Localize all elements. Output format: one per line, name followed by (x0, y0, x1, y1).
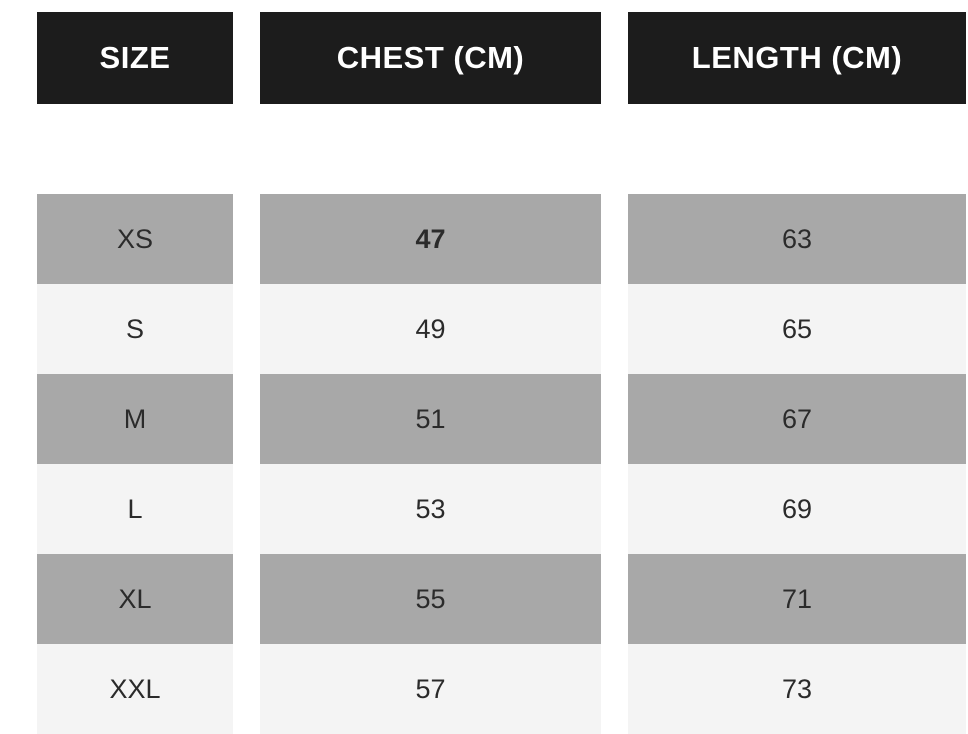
header-row (37, 12, 966, 104)
header-body-spacer (37, 104, 966, 194)
cell-length: 73 (628, 644, 966, 734)
cell-chest: 55 (260, 554, 601, 644)
table-row (37, 464, 966, 554)
cell-size: L (37, 464, 233, 554)
cell-length: 69 (628, 464, 966, 554)
cell-length: 63 (628, 194, 966, 284)
header-cell-length: LENGTH (CM) (628, 12, 966, 104)
cell-size: XXL (37, 644, 233, 734)
header-cell-chest: CHEST (CM) (260, 12, 601, 104)
cell-length: 67 (628, 374, 966, 464)
table-header (37, 12, 966, 104)
cell-chest: 53 (260, 464, 601, 554)
cell-chest: 51 (260, 374, 601, 464)
header-cell-size: SIZE (37, 12, 233, 104)
table-row (37, 284, 966, 374)
cell-chest: 47 (260, 194, 601, 284)
table-body (37, 104, 966, 734)
size-chart-table (10, 12, 968, 734)
cell-size: S (37, 284, 233, 374)
table-row (37, 644, 966, 734)
cell-chest: 57 (260, 644, 601, 734)
cell-length: 71 (628, 554, 966, 644)
table-row (37, 194, 966, 284)
cell-size: XS (37, 194, 233, 284)
cell-size: M (37, 374, 233, 464)
cell-chest: 49 (260, 284, 601, 374)
table-row (37, 374, 966, 464)
cell-length: 65 (628, 284, 966, 374)
cell-size: XL (37, 554, 233, 644)
table-row (37, 554, 966, 644)
